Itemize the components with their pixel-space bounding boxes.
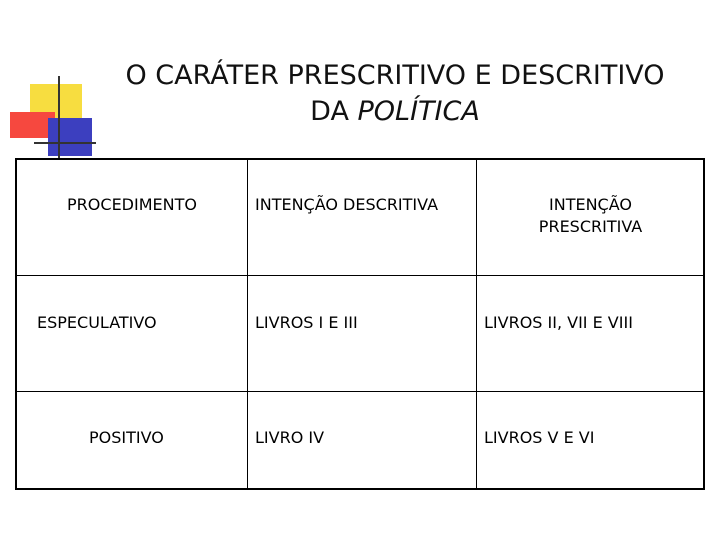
cell-descritiva-row1: LIVROS I E III: [255, 313, 358, 332]
slide-title-line1: O CARÁTER PRESCRITIVO E DESCRITIVO: [125, 60, 665, 91]
header-procedimento: PROCEDIMENTO: [67, 195, 197, 214]
slide-title-prefix: DA: [310, 96, 358, 127]
cell-prescritiva-row2: LIVROS V E VI: [484, 428, 595, 447]
header-prescritiva-line1: INTENÇÃO: [549, 195, 632, 214]
policy-table: [15, 158, 705, 490]
decor-vertical-line: [58, 76, 60, 160]
header-intencao-descritiva: INTENÇÃO DESCRITIVA: [255, 195, 439, 214]
slide-title-italic: POLÍTICA: [357, 96, 480, 127]
cell-descritiva-row2: LIVRO IV: [255, 428, 325, 447]
slide-title-line2: [95, 94, 695, 130]
table-divider: [17, 391, 703, 392]
header-prescritiva-line2: PRESCRITIVA: [538, 217, 643, 236]
decor-blue-square: [48, 118, 92, 156]
decor-horizontal-line: [34, 142, 96, 144]
table-divider: [247, 160, 248, 488]
slide-title: [95, 58, 695, 130]
header-intencao-prescritiva: [476, 194, 705, 238]
cell-prescritiva-row1: LIVROS II, VII E VIII: [484, 313, 633, 332]
cell-procedimento-especulativo: ESPECULATIVO: [37, 313, 157, 332]
table-divider: [17, 275, 703, 276]
cell-procedimento-positivo: POSITIVO: [89, 428, 164, 447]
